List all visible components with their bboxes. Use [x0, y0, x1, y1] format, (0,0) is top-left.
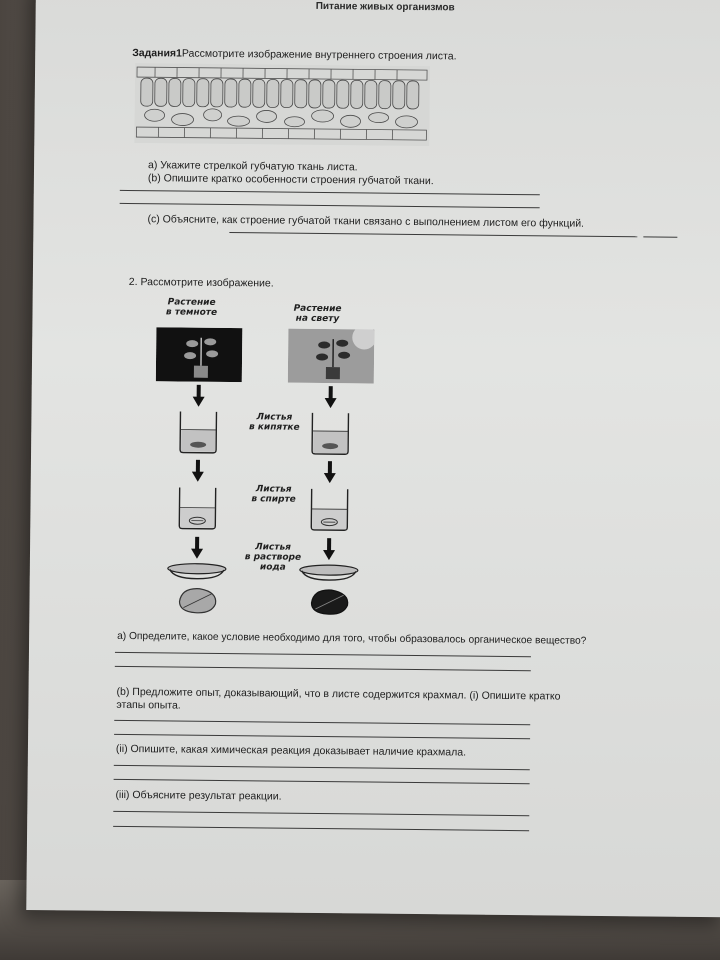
answer-line[interactable] [113, 811, 529, 816]
arrow-down-icon [324, 461, 336, 483]
task2-question-iii: (iii) Объясните результат реакции. [115, 788, 282, 803]
label-leaves-in-iodine-solution: Листья в растворе иода [244, 542, 302, 573]
task2-question-b-line1: (b) Предложите опыт, доказывающий, что в листе содержится крахмал. (i) Опишите кратко [116, 685, 561, 703]
answer-line[interactable] [113, 826, 529, 831]
arrow-down-icon [192, 460, 204, 482]
answer-line[interactable] [120, 190, 540, 195]
label-plant-in-light: Растение на свету [293, 303, 342, 325]
beaker-alcohol-right [307, 487, 351, 531]
arrow-down-icon [323, 538, 335, 560]
arrow-down-icon [193, 385, 205, 407]
answer-line[interactable] [643, 236, 677, 237]
beaker-boiling-water-left [176, 409, 220, 453]
arrow-down-icon [191, 537, 203, 559]
task1-title [132, 47, 456, 62]
answer-line[interactable] [229, 232, 637, 237]
task1-question-b: (b) Опишите кратко особенности строения губчатой ткани. [147, 172, 434, 188]
label-plant-in-dark: Растение в темноте [165, 297, 218, 318]
plant-in-light-image [288, 329, 375, 384]
answer-line[interactable] [120, 203, 540, 208]
answer-line[interactable] [114, 720, 530, 725]
leaf-cross-section-image [134, 63, 430, 146]
task2-question-b-line2: этапы опыта. [116, 698, 181, 712]
plant-in-dark-image [156, 327, 243, 382]
page-header-title: Питание живых организмов [315, 0, 455, 14]
answer-line[interactable] [114, 779, 530, 784]
task2-question-ii: (ii) Опишите, какая химическая реакция доказывает наличие крахмала. [115, 742, 467, 759]
task1-question-a: a) Укажите стрелкой губчатую ткань листа. [148, 159, 358, 174]
task2-title: 2. Рассмотрите изображение. [128, 275, 274, 290]
leaf-result-dark [307, 587, 351, 617]
label-leaves-in-boiling-water: Листья в кипятке [248, 412, 300, 433]
petri-dish-left [166, 561, 228, 582]
answer-line[interactable] [115, 666, 531, 671]
beaker-alcohol-left [175, 485, 219, 529]
worksheet-page [26, 0, 720, 917]
beaker-boiling-water-right [308, 411, 352, 455]
leaf-result-pale [175, 585, 219, 615]
answer-line[interactable] [114, 734, 530, 739]
petri-dish-right [298, 563, 360, 584]
arrow-down-icon [325, 386, 337, 408]
task2-question-a: а) Определите, какое условие необходимо для того, чтобы образовалось органическое вещество? [117, 630, 587, 647]
task1-question-c: (c) Объясните, как строение губчатой ткани связано с выполнением листом его функций. [147, 213, 585, 230]
answer-line[interactable] [114, 765, 530, 770]
task1-title-bold: Задания1 [132, 47, 182, 60]
task1-title-rest: Рассмотрите изображение внутреннего строения листа. [181, 47, 457, 63]
answer-line[interactable] [115, 652, 531, 657]
label-leaves-in-alcohol: Листья в спирте [251, 484, 296, 505]
